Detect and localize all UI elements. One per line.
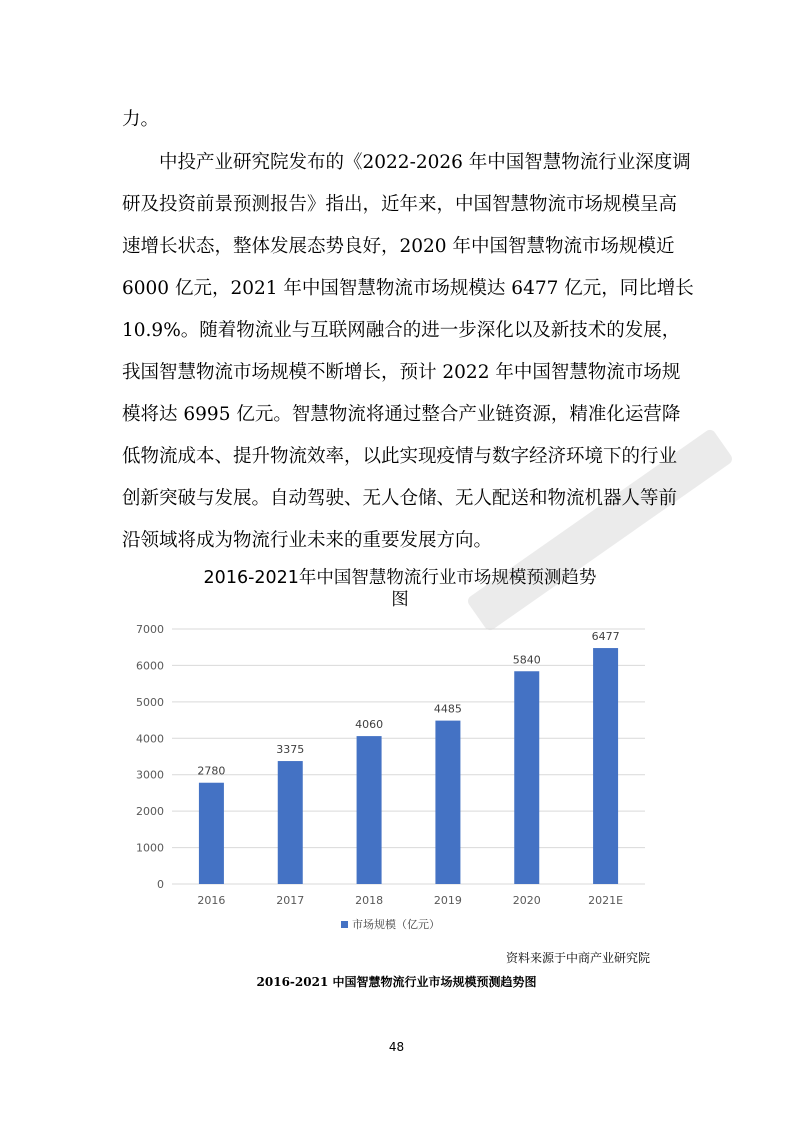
- y-tick-label: 5000: [136, 695, 164, 709]
- text-line: 中投产业研究院发布的《2022-2026 年中国智慧物流行业深度调: [159, 152, 691, 173]
- x-tick-label: 2020: [512, 894, 541, 907]
- source-note: 资料来源于中商产业研究院: [505, 951, 650, 965]
- y-tick-label: 4000: [136, 732, 164, 746]
- bar: [593, 648, 618, 884]
- chart-title-line-1: 2016-2021年中国智慧物流行业市场规模预测趋势: [203, 568, 597, 588]
- text-line: 6000 亿元，2021 年中国智慧物流市场规模达 6477 亿元，同比增长: [122, 278, 694, 299]
- chart-title-line-2: 图: [391, 590, 409, 610]
- text-line: 低物流成本、提升物流效率，以此实现疫情与数字经济环境下的行业: [122, 446, 678, 467]
- bar-chart: [0, 610, 793, 970]
- text-line: 力。: [122, 109, 160, 130]
- y-tick-label: 6000: [136, 659, 164, 673]
- data-label: 4060: [355, 718, 384, 732]
- text-line: 创新突破与发展。自动驾驶、无人仓储、无人配送和物流机器人等前: [122, 488, 678, 509]
- chart-title: [150, 567, 650, 611]
- data-label: 5840: [512, 653, 541, 667]
- text-line: 研及投资前景预测报告》指出，近年来，中国智慧物流市场规模呈高: [122, 194, 678, 215]
- page-number: 48: [388, 1040, 405, 1054]
- bar: [357, 736, 382, 884]
- bar: [435, 721, 460, 884]
- y-tick-label: 2000: [136, 805, 164, 819]
- bar: [514, 671, 539, 884]
- data-label: 6477: [591, 630, 620, 644]
- text-line: 模将达 6995 亿元。智慧物流将通过整合产业链资源，精准化运营降: [122, 404, 681, 425]
- text-line: 速增长状态，整体发展态势良好，2020 年中国智慧物流市场规模近: [122, 236, 675, 257]
- y-tick-label: 3000: [136, 768, 164, 782]
- legend-swatch: [341, 921, 348, 928]
- data-label: 2780: [197, 764, 226, 778]
- bar: [199, 783, 224, 884]
- text-line: 沿领域将成为物流行业未来的重要发展方向。: [122, 530, 493, 551]
- x-tick-label: 2018: [355, 894, 384, 907]
- x-tick-label: 2021E: [588, 894, 624, 907]
- data-label: 3375: [276, 743, 305, 757]
- data-label: 4485: [433, 702, 462, 716]
- text-line: 我国智慧物流市场规模不断增长，预计 2022 年中国智慧物流市场规: [122, 362, 681, 383]
- x-tick-label: 2019: [433, 894, 462, 907]
- y-tick-label: 7000: [136, 623, 164, 636]
- x-tick-label: 2016: [197, 894, 226, 907]
- figure-caption: 2016-2021 中国智慧物流行业市场规模预测趋势图: [256, 975, 537, 989]
- text-line: 10.9%。随着物流业与互联网融合的进一步深化以及新技术的发展，: [122, 320, 681, 341]
- bar: [278, 761, 303, 884]
- y-tick-label: 1000: [136, 841, 164, 855]
- y-tick-label: 0: [157, 878, 164, 891]
- x-tick-label: 2017: [276, 894, 305, 907]
- legend-label: 市场规模（亿元）: [352, 918, 440, 931]
